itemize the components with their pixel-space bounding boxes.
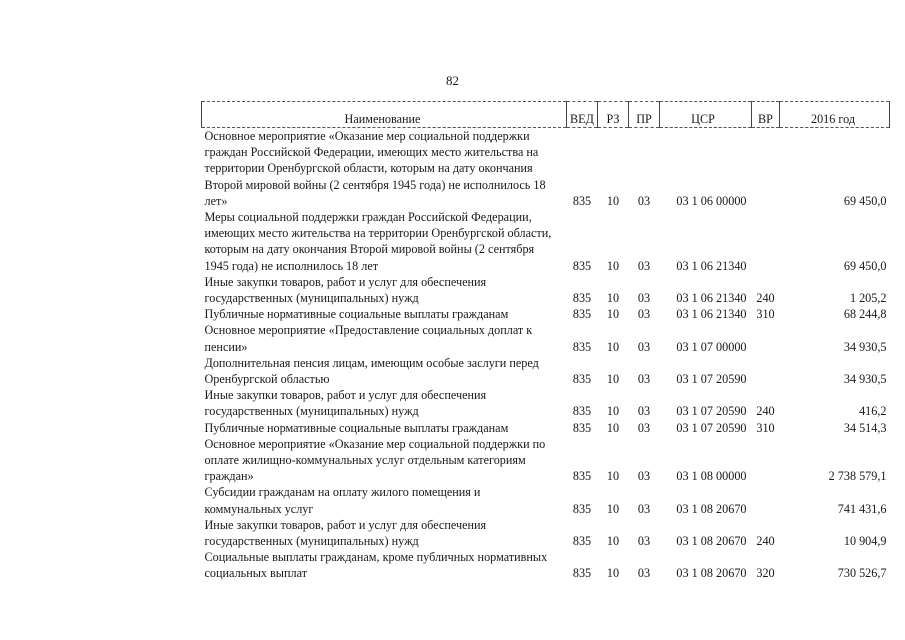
table-row [202,306,890,322]
row-rz: 10 [606,404,620,419]
table-row [202,549,890,581]
row-name: Социальные выплаты гражданам, кроме публичных нормативных социальных выплат [204,550,548,581]
row-name: Меры социальной поддержки граждан Российской Федерации, имеющих место жительства на территории Оренбургской области, которым на дату окончания Второй мировой войны (2 сентября 1945 года) не исполнилось 18 лет [204,210,552,273]
row-csr: 03 1 07 00000 [676,339,747,354]
row-name: Субсидии гражданам на оплату жилого помещения и коммунальных услуг [204,485,481,516]
row-vr: 310 [756,420,775,435]
row-csr: 03 1 06 21340 [676,291,747,306]
page-number: 82 [446,73,459,88]
row-name: Дополнительная пенсия лицам, имеющим особые заслуги перед Оренбургской областью [204,355,539,387]
row-vr: 240 [756,534,775,549]
row-vr [752,128,780,210]
row-vr [752,355,780,387]
row-ved: 835 [572,469,592,484]
table-row [202,420,890,436]
row-csr: 03 1 07 20590 [676,404,747,419]
table-row [202,436,890,485]
row-vr: 240 [756,291,775,306]
row-ved: 835 [572,404,592,419]
row-ved: 835 [572,291,592,306]
row-pr: 03 [637,339,651,354]
row-ved: 835 [572,566,592,581]
row-rz: 10 [606,193,620,208]
row-pr: 03 [637,372,651,387]
row-rz: 10 [606,307,620,322]
row-amount: 69 450,0 [843,193,887,208]
row-amount: 69 450,0 [843,258,887,273]
row-rz: 10 [606,291,620,306]
row-pr: 03 [637,501,651,516]
row-amount: 2 738 579,1 [828,469,887,484]
row-amount: 34 930,5 [843,372,887,387]
table-row [202,322,890,354]
row-name: Иные закупки товаров, работ и услуг для обеспечения государственных (муниципальных) нужд [204,274,487,306]
row-pr: 03 [637,566,651,581]
header-pr: ПР [629,102,660,128]
row-csr: 03 1 06 21340 [676,258,747,273]
row-csr: 03 1 08 00000 [676,469,747,484]
table-body [202,128,890,582]
row-pr: 03 [637,404,651,419]
table-header-row [202,102,890,128]
row-csr: 03 1 06 21340 [676,307,747,322]
row-rz: 10 [606,339,620,354]
row-amount: 730 526,7 [837,566,887,581]
row-csr: 03 1 07 20590 [676,372,747,387]
row-ved: 835 [572,307,592,322]
row-rz: 10 [606,469,620,484]
row-vr [752,436,780,485]
row-ved: 835 [572,420,592,435]
row-vr: 320 [756,566,775,581]
row-pr: 03 [637,469,651,484]
row-ved: 835 [572,339,592,354]
row-name: Основное мероприятие «Оказание мер социальной поддержки по оплате жилищно-коммунальных услуг отдельным категориям граждан» [204,436,546,484]
row-rz: 10 [606,372,620,387]
row-rz: 10 [606,420,620,435]
row-rz: 10 [606,501,620,516]
row-amount: 10 904,9 [843,534,887,549]
row-csr: 03 1 07 20590 [676,420,747,435]
table-row [202,355,890,387]
row-amount: 1 205,2 [849,291,887,306]
header-vr: ВР [752,102,780,128]
row-csr: 03 1 08 20670 [676,501,747,516]
row-ved: 835 [572,372,592,387]
row-pr: 03 [637,193,651,208]
row-pr: 03 [637,307,651,322]
table-row [202,209,890,274]
header-rz: РЗ [598,102,629,128]
row-amount: 68 244,8 [843,307,887,322]
row-vr: 240 [756,404,775,419]
row-vr [752,484,780,516]
row-pr: 03 [637,420,651,435]
row-csr: 03 1 06 00000 [676,193,747,208]
row-pr: 03 [637,534,651,549]
budget-table [201,101,890,582]
row-name: Иные закупки товаров, работ и услуг для обеспечения государственных (муниципальных) нужд [204,517,487,549]
row-name: Основное мероприятие «Предоставление социальных доплат к пенсии» [204,323,533,354]
row-rz: 10 [606,534,620,549]
row-pr: 03 [637,258,651,273]
table-row [202,274,890,306]
header-year: 2016 год [780,102,890,128]
row-ved: 835 [572,501,592,516]
header-csr: ЦСР [660,102,752,128]
row-csr: 03 1 08 20670 [676,534,747,549]
row-name: Публичные нормативные социальные выплаты гражданам [204,307,509,322]
header-name: Наименование [202,102,567,128]
row-vr [752,209,780,274]
row-amount: 34 514,3 [843,420,887,435]
row-ved: 835 [572,534,592,549]
table-row [202,387,890,419]
table-row [202,128,890,210]
row-amount: 741 431,6 [837,501,887,516]
row-ved: 835 [572,258,592,273]
row-rz: 10 [606,566,620,581]
header-ved: ВЕД [567,102,598,128]
row-csr: 03 1 08 20670 [676,566,747,581]
table-row [202,517,890,549]
row-ved: 835 [572,193,592,208]
row-amount: 34 930,5 [843,339,887,354]
row-name: Иные закупки товаров, работ и услуг для обеспечения государственных (муниципальных) нужд [204,388,487,419]
table-row [202,484,890,516]
row-name: Основное мероприятие «Оказание мер социальной поддержки граждан Российской Федерации, имеющих место жительства на территории Оренбургской области, которым на дату окончания Второй мировой войны (2 сентября 1945 года) не исполнилось 18 лет» [204,129,546,208]
row-amount: 416,2 [859,404,887,419]
row-rz: 10 [606,258,620,273]
row-vr [752,322,780,354]
row-vr: 310 [756,307,775,322]
row-name: Публичные нормативные социальные выплаты гражданам [204,420,509,435]
row-pr: 03 [637,291,651,306]
